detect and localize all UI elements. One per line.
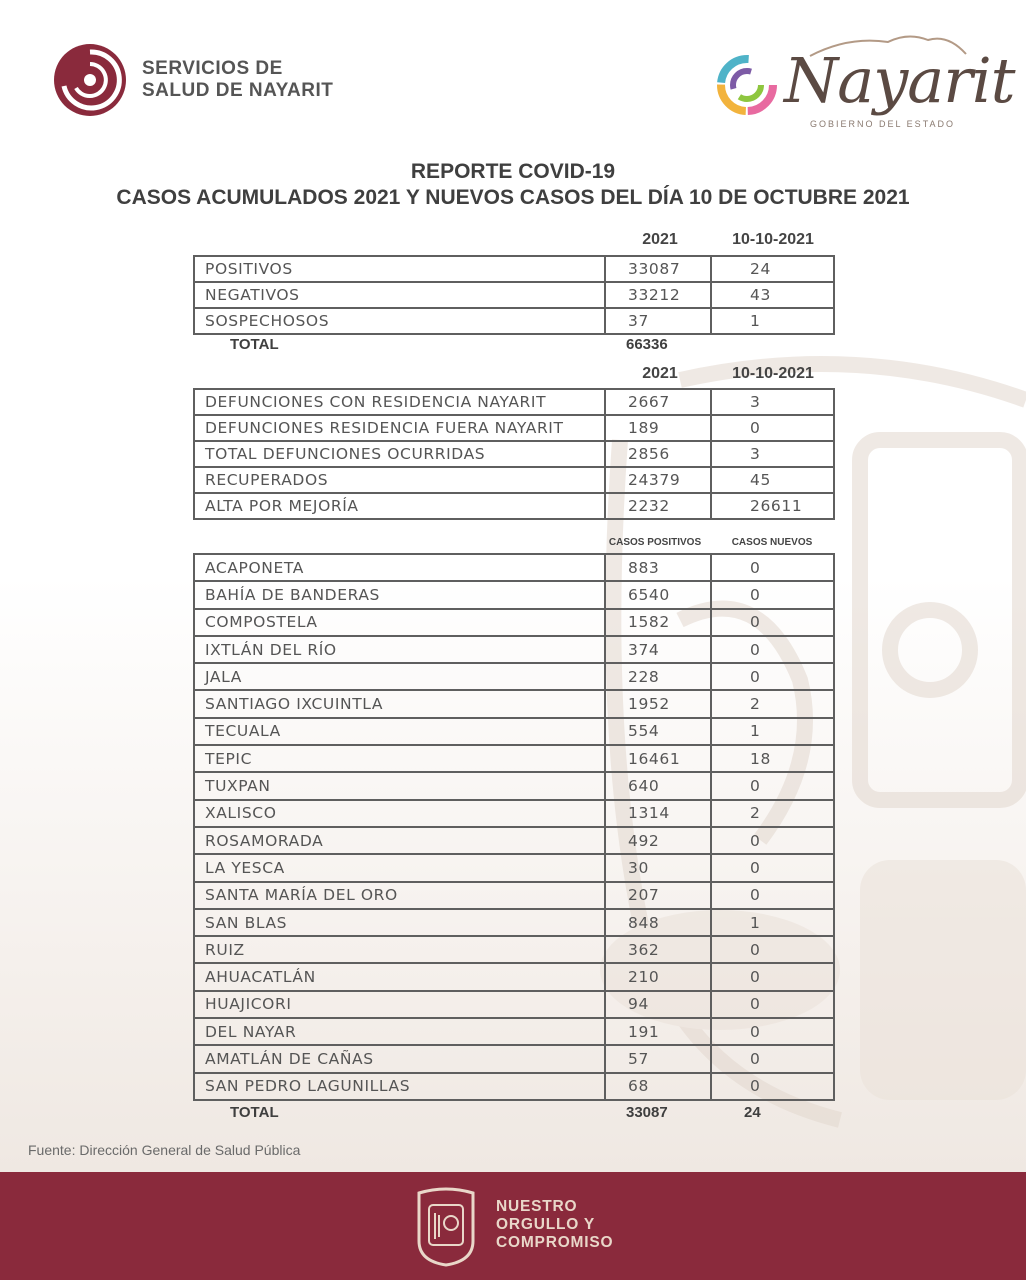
table-row xyxy=(194,800,834,827)
row-label: NEGATIVOS xyxy=(194,282,605,308)
row-value-2021: 2232 xyxy=(605,493,711,519)
row-cases-new: 0 xyxy=(711,827,834,854)
ssn-logo xyxy=(52,42,333,118)
gobierno-label: GOBIERNO DEL ESTADO xyxy=(810,119,956,129)
row-label: RUIZ xyxy=(194,936,605,963)
rose-icon xyxy=(52,42,128,118)
row-value-day: 0 xyxy=(711,415,834,441)
row-cases-new: 1 xyxy=(711,718,834,745)
t3-col-new: CASOS NUEVOS xyxy=(731,537,813,548)
row-label: RECUPERADOS xyxy=(194,467,605,493)
row-label: SOSPECHOSOS xyxy=(194,308,605,334)
row-cases-new: 0 xyxy=(711,663,834,690)
t1-col-year: 2021 xyxy=(642,231,678,248)
row-label: DEFUNCIONES RESIDENCIA FUERA NAYARIT xyxy=(194,415,605,441)
row-cases-positive: 1582 xyxy=(605,609,711,636)
row-cases-positive: 16461 xyxy=(605,745,711,772)
report-title: REPORTE COVID-19 xyxy=(410,160,616,183)
row-cases-positive: 362 xyxy=(605,936,711,963)
row-label: SAN BLAS xyxy=(194,909,605,936)
row-cases-new: 0 xyxy=(711,963,834,990)
row-cases-new: 0 xyxy=(711,854,834,881)
row-cases-positive: 210 xyxy=(605,963,711,990)
t3-total-label: TOTAL xyxy=(230,1104,279,1121)
row-cases-new: 1 xyxy=(711,909,834,936)
row-cases-new: 18 xyxy=(711,745,834,772)
row-value-2021: 37 xyxy=(605,308,711,334)
row-label: AHUACATLÁN xyxy=(194,963,605,990)
table-row xyxy=(194,772,834,799)
table-row xyxy=(194,745,834,772)
row-cases-positive: 492 xyxy=(605,827,711,854)
municipalities-table xyxy=(193,553,835,1101)
footer-band xyxy=(0,1172,1026,1280)
row-value-day: 1 xyxy=(711,308,834,334)
row-cases-new: 0 xyxy=(711,991,834,1018)
table-row xyxy=(194,963,834,990)
row-value-day: 26611 xyxy=(711,493,834,519)
table-row xyxy=(194,718,834,745)
t1-total-label: TOTAL xyxy=(230,336,279,353)
table-row xyxy=(194,882,834,909)
row-value-2021: 24379 xyxy=(605,467,711,493)
t2-col-year: 2021 xyxy=(642,365,678,382)
row-label: LA YESCA xyxy=(194,854,605,881)
table-row xyxy=(194,1073,834,1100)
row-cases-positive: 1952 xyxy=(605,690,711,717)
nayarit-wordmark: Nayarit xyxy=(784,44,1015,117)
row-label: DEL NAYAR xyxy=(194,1018,605,1045)
row-cases-new: 0 xyxy=(711,936,834,963)
row-label: POSITIVOS xyxy=(194,256,605,282)
table-row xyxy=(194,415,834,441)
table-row xyxy=(194,554,834,581)
row-value-day: 3 xyxy=(711,389,834,415)
row-value-day: 45 xyxy=(711,467,834,493)
row-cases-new: 2 xyxy=(711,690,834,717)
table-row xyxy=(194,282,834,308)
t1-col-date: 10-10-2021 xyxy=(732,231,814,248)
table-row xyxy=(194,493,834,519)
t2-col-date: 10-10-2021 xyxy=(732,365,814,382)
t3-col-positive: CASOS POSITIVOS xyxy=(608,537,702,548)
table-row xyxy=(194,636,834,663)
row-cases-positive: 57 xyxy=(605,1045,711,1072)
row-value-2021: 2667 xyxy=(605,389,711,415)
table-row xyxy=(194,389,834,415)
row-label: IXTLÁN DEL RÍO xyxy=(194,636,605,663)
table-row xyxy=(194,581,834,608)
row-label: AMATLÁN DE CAÑAS xyxy=(194,1045,605,1072)
table-row xyxy=(194,909,834,936)
row-cases-new: 0 xyxy=(711,609,834,636)
nayarit-flower-icon xyxy=(716,54,778,116)
row-label: SANTIAGO IXCUINTLA xyxy=(194,690,605,717)
row-cases-new: 0 xyxy=(711,772,834,799)
table-row xyxy=(194,690,834,717)
row-cases-new: 0 xyxy=(711,1018,834,1045)
slogan-line3: COMPROMISO xyxy=(496,1234,614,1251)
row-cases-positive: 374 xyxy=(605,636,711,663)
row-value-2021: 33087 xyxy=(605,256,711,282)
ssn-line2: SALUD DE NAYARIT xyxy=(142,80,334,101)
row-value-2021: 2856 xyxy=(605,441,711,467)
row-label: SANTA MARÍA DEL ORO xyxy=(194,882,605,909)
table-row xyxy=(194,827,834,854)
row-label: JALA xyxy=(194,663,605,690)
table-row xyxy=(194,663,834,690)
row-value-day: 3 xyxy=(711,441,834,467)
row-label: ROSAMORADA xyxy=(194,827,605,854)
row-label: ALTA POR MEJORÍA xyxy=(194,493,605,519)
row-cases-positive: 207 xyxy=(605,882,711,909)
row-value-day: 24 xyxy=(711,256,834,282)
row-label: SAN PEDRO LAGUNILLAS xyxy=(194,1073,605,1100)
row-label: BAHÍA DE BANDERAS xyxy=(194,581,605,608)
table-row xyxy=(194,256,834,282)
table-row xyxy=(194,1045,834,1072)
row-cases-new: 0 xyxy=(711,1073,834,1100)
row-cases-positive: 30 xyxy=(605,854,711,881)
row-label: TOTAL DEFUNCIONES OCURRIDAS xyxy=(194,441,605,467)
row-cases-positive: 68 xyxy=(605,1073,711,1100)
table-row xyxy=(194,441,834,467)
row-cases-new: 0 xyxy=(711,554,834,581)
row-cases-positive: 848 xyxy=(605,909,711,936)
table-row xyxy=(194,308,834,334)
slogan-line1: NUESTRO xyxy=(496,1198,578,1215)
source-note: Fuente: Dirección General de Salud Pública xyxy=(28,1142,301,1158)
row-cases-new: 0 xyxy=(711,581,834,608)
report-subtitle: CASOS ACUMULADOS 2021 Y NUEVOS CASOS DEL DÍA 10 DE OCTUBRE 2021 xyxy=(116,186,910,209)
nayarit-logo xyxy=(712,30,1015,140)
state-seal-icon xyxy=(413,1185,479,1267)
row-cases-positive: 883 xyxy=(605,554,711,581)
row-value-2021: 189 xyxy=(605,415,711,441)
slogan-line2: ORGULLO Y xyxy=(496,1216,596,1233)
row-label: XALISCO xyxy=(194,800,605,827)
row-value-2021: 33212 xyxy=(605,282,711,308)
row-label: TUXPAN xyxy=(194,772,605,799)
row-label: COMPOSTELA xyxy=(194,609,605,636)
row-cases-new: 0 xyxy=(711,882,834,909)
t1-total-value: 66336 xyxy=(626,336,668,353)
table-row xyxy=(194,991,834,1018)
row-cases-positive: 191 xyxy=(605,1018,711,1045)
t3-total-new: 24 xyxy=(744,1104,761,1121)
t3-total-positive: 33087 xyxy=(626,1104,668,1121)
ssn-line1: SERVICIOS DE xyxy=(142,58,283,79)
row-cases-positive: 554 xyxy=(605,718,711,745)
row-cases-positive: 94 xyxy=(605,991,711,1018)
summary-table xyxy=(193,255,835,335)
row-label: TEPIC xyxy=(194,745,605,772)
row-label: DEFUNCIONES CON RESIDENCIA NAYARIT xyxy=(194,389,605,415)
table-row xyxy=(194,1018,834,1045)
row-cases-positive: 6540 xyxy=(605,581,711,608)
footer-slogan xyxy=(496,1198,613,1252)
table-row xyxy=(194,936,834,963)
deaths-table xyxy=(193,388,835,520)
row-cases-positive: 228 xyxy=(605,663,711,690)
row-value-day: 43 xyxy=(711,282,834,308)
table-row xyxy=(194,854,834,881)
row-cases-new: 2 xyxy=(711,800,834,827)
row-label: HUAJICORI xyxy=(194,991,605,1018)
row-label: ACAPONETA xyxy=(194,554,605,581)
row-cases-new: 0 xyxy=(711,1045,834,1072)
row-cases-new: 0 xyxy=(711,636,834,663)
table-row xyxy=(194,609,834,636)
table-row xyxy=(194,467,834,493)
row-label: TECUALA xyxy=(194,718,605,745)
row-cases-positive: 1314 xyxy=(605,800,711,827)
row-cases-positive: 640 xyxy=(605,772,711,799)
